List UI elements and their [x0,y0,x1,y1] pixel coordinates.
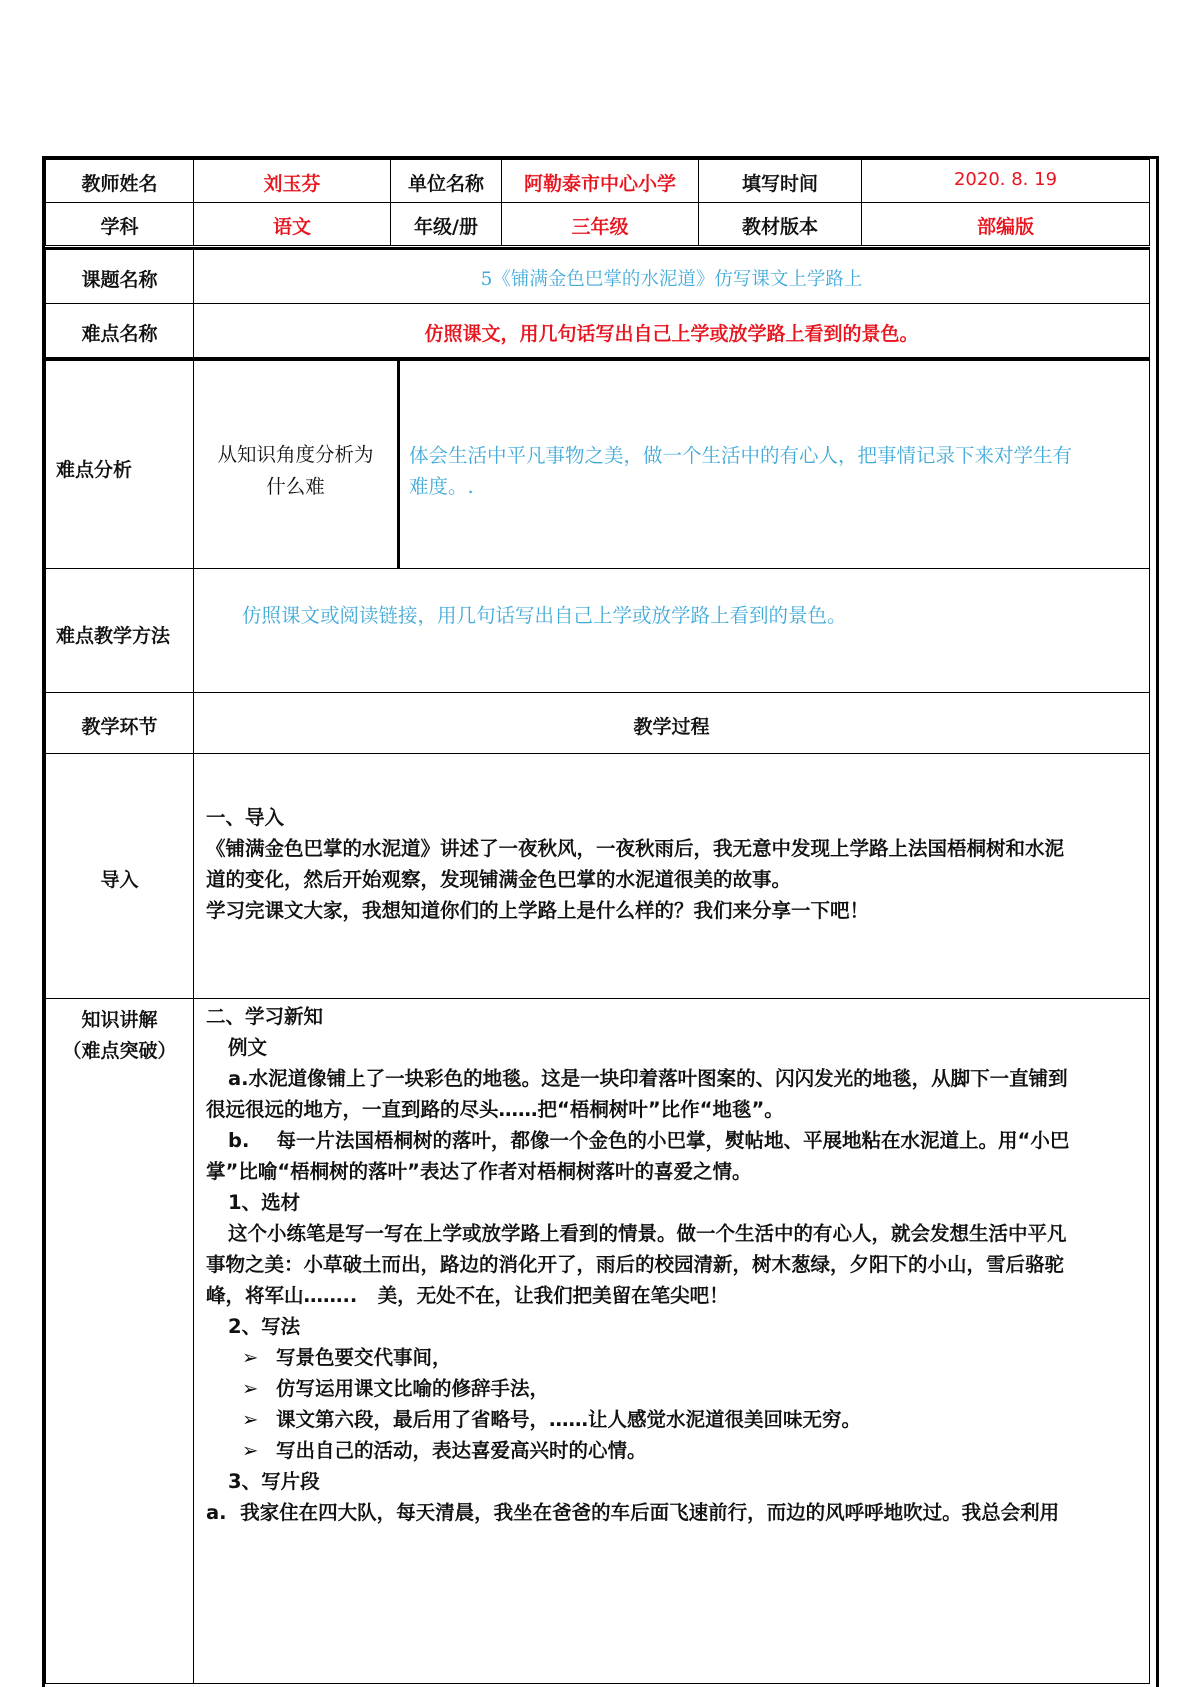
bullet-list-item [242,1342,452,1374]
analysis-label-cell [45,360,194,569]
difficulty-label-cell [45,303,194,360]
date-value-cell [861,159,1150,203]
date-label-cell [698,159,862,203]
section-writing-heading: 3、写片段 [228,1470,320,1493]
arrow-bullet-icon: ➢ [242,1377,259,1400]
writing-line1: a. 我家住在四大队，每天清晨，我坐在爸爸的车后面飞速前行，而边的风呼呼地吹过。我总会利用 [206,1501,1060,1524]
process-label: 教学环节 [81,716,158,738]
analysis-label: 难点分析 [56,459,133,481]
arrow-bullet-icon: ➢ [242,1408,259,1431]
intro-content-cell [193,753,1150,999]
difficulty-title: 仿照课文，用几句话写出自己上学或放学路上看到的景色。 [424,323,919,345]
topic-label: 课题名称 [81,269,158,291]
knowledge-content-cell [193,998,1150,1684]
material-line1: 这个小练笔是写一写在上学或放学路上看到的情景。做一个生活中的有心人，就会发想生活中平凡 [228,1222,1067,1245]
process-label-cell [45,692,194,754]
knowledge-heading: 二、学习新知 [206,1005,324,1028]
edition-label-cell [698,202,862,246]
intro-label-cell [45,753,194,999]
arrow-bullet-icon: ➢ [242,1346,259,1369]
section-material-heading: 1、选材 [228,1191,301,1214]
difficulty-label: 难点名称 [81,323,158,345]
analysis-sublabel-line1: 从知识角度分析为 [217,443,374,466]
grade-label-cell [390,202,502,246]
process-title: 教学过程 [633,716,710,738]
intro-heading: 一、导入 [206,806,285,829]
grade-value-cell [501,202,699,246]
section-method-heading: 2、写法 [228,1315,301,1338]
example-a-line1: a.水泥道像铺上了一块彩色的地毯。这是一块印着落叶图案的、闪闪发光的地毯，从脚下一直铺到 [228,1067,1068,1090]
teacher-value-cell [193,159,391,203]
method-label: 难点教学方法 [56,625,171,647]
unit-label: 单位名称 [407,173,484,195]
method-text: 仿照课文或阅读链接，用几句话写出自己上学或放学路上看到的景色。 [242,604,847,627]
process-value-cell [193,692,1150,754]
bullet-list-item [242,1435,647,1467]
intro-label: 导入 [100,869,139,891]
subject-value: 语文 [272,216,311,238]
arrow-bullet-icon: ➢ [242,1439,259,1462]
teacher-name: 刘玉芬 [263,173,321,195]
teacher-label-cell [45,159,194,203]
analysis-sublabel-line2: 什么难 [266,475,325,498]
subject-label-cell [45,202,194,246]
difficulty-value-cell [193,303,1150,360]
material-line3: 峰，将军山…….. 美，无处不在，让我们把美留在笔尖吧！ [206,1284,729,1307]
grade-label: 年级/册 [414,216,478,238]
analysis-text-line1: 体会生活中平凡事物之美，做一个生活中的有心人，把事情记录下来对学生有 [409,444,1073,467]
topic-value-cell [193,247,1150,304]
method-value-cell [193,568,1150,693]
bullet-list-item [242,1373,549,1405]
material-line2: 事物之美：小草破土而出，路边的消化开了，雨后的校园清新，树木葱绿，夕阳下的小山，雪后骆驼 [206,1253,1065,1276]
edition-value-cell [861,202,1150,246]
bullet-list-item [242,1404,861,1436]
intro-line3: 学习完课文大家，我想知道你们的上学路上是什么样的？我们来分享一下吧！ [206,899,870,922]
example-label: 例文 [228,1036,268,1059]
bullet-text: 写景色要交代事间， [276,1346,452,1369]
teacher-label: 教师姓名 [81,173,158,195]
example-a-line2: 很远很远的地方，一直到路的尽头……把“梧桐树叶”比作“地毯”。 [206,1098,784,1121]
analysis-text-line2: 难度。. [409,475,474,498]
unit-value-cell [501,159,699,203]
analysis-sublabel-cell [193,360,398,569]
topic-title: 5《铺满金色巴掌的水泥道》仿写课文上学路上 [480,269,863,290]
subject-label: 学科 [100,216,139,238]
edition-value: 部编版 [976,216,1034,238]
subject-value-cell [193,202,391,246]
grade-value: 三年级 [571,216,629,238]
knowledge-label-line1: 知识讲解 [81,1009,158,1031]
method-label-cell [45,568,194,693]
example-b-line1: b. 每一片法国梧桐树的落叶，都像一个金色的小巴掌，熨帖地、平展地粘在水泥道上。用“小巴 [228,1129,1070,1152]
bullet-text: 写出自己的活动，表达喜爱高兴时的心情。 [276,1439,647,1462]
example-b-line2: 掌”比喻“梧桐树的落叶”表达了作者对梧桐树落叶的喜爱之情。 [206,1160,752,1183]
bullet-text: 课文第六段，最后用了省略号，……让人感觉水泥道很美回味无穷。 [276,1408,862,1431]
knowledge-label-cell [45,998,194,1684]
intro-line1: 《铺满金色巴掌的水泥道》讲述了一夜秋风，一夜秋雨后，我无意中发现上学路上法国梧桐树和水泥 [206,837,1065,860]
unit-name: 阿勒泰市中心小学 [523,173,676,195]
intro-line2: 道的变化，然后开始观察，发现铺满金色巴掌的水泥道很美的故事。 [206,868,792,891]
unit-label-cell [390,159,502,203]
edition-label: 教材版本 [741,216,818,238]
knowledge-label-line2: （难点突破） [62,1040,177,1062]
date-value: 2020. 8. 19 [953,169,1058,190]
analysis-value-cell [397,360,1150,569]
bullet-text: 仿写运用课文比喻的修辞手法， [276,1377,550,1400]
date-label: 填写时间 [741,173,818,195]
topic-label-cell [45,247,194,304]
